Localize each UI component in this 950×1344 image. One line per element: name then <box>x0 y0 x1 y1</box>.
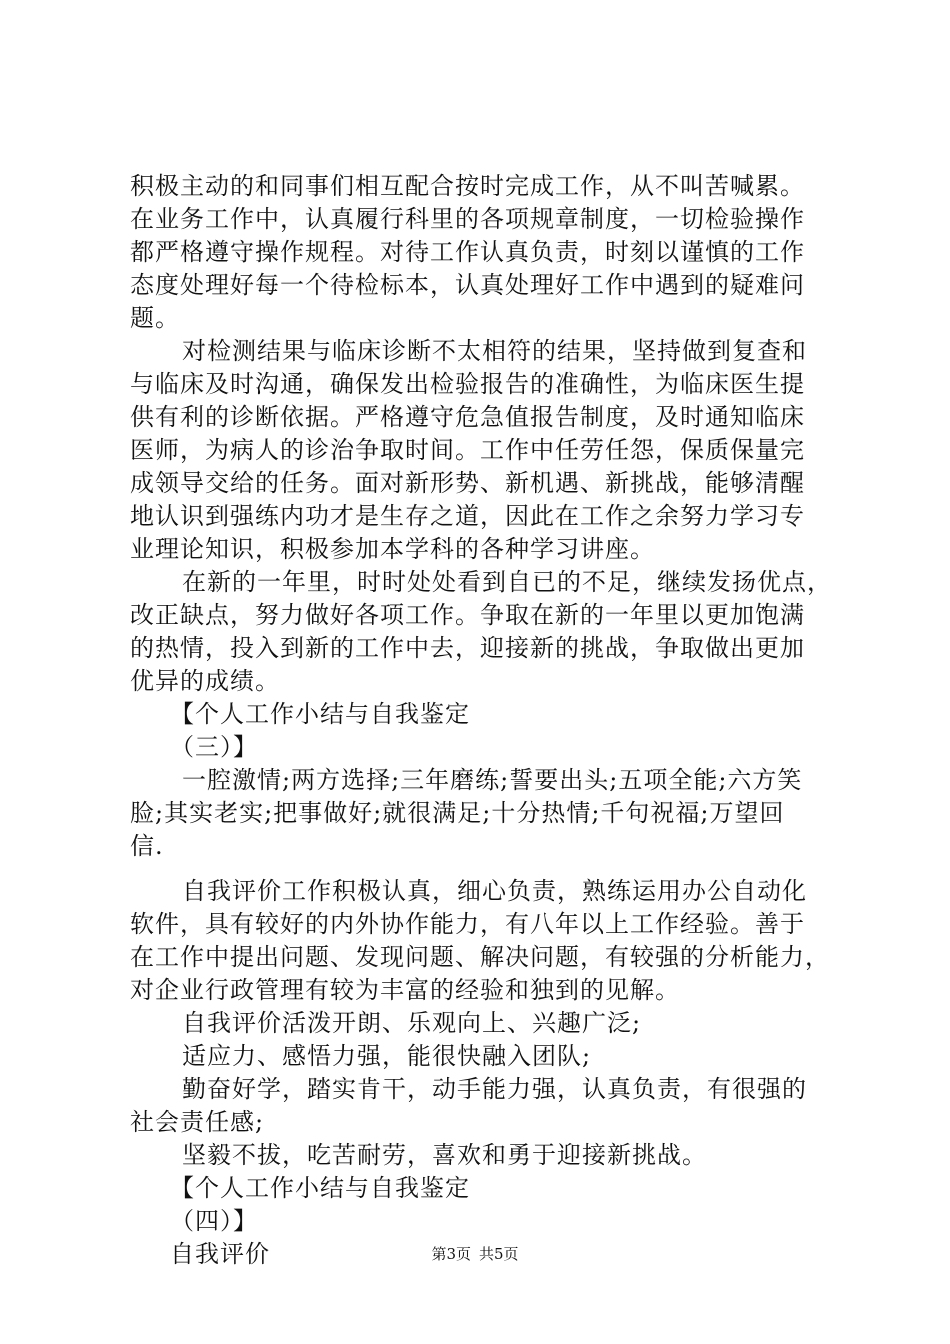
section-heading: 【个人工作小结与自我鉴定 <box>170 1174 470 1202</box>
text-line: 与临床及时沟通，确保发出检验报告的准确性，为临床医生提 <box>130 370 805 398</box>
text-line: 自我评价 <box>170 1240 270 1268</box>
text-line: 在工作中提出问题、发现问题、解决问题，有较强的分析能力， <box>130 943 830 971</box>
page-footer <box>0 1244 950 1264</box>
text-line: 供有利的诊断依据。严格遵守危急值报告制度，及时通知临床 <box>130 403 805 431</box>
page-number: 第3页 <box>431 1245 471 1263</box>
text-line: 勤奋好学，踏实肯干，动手能力强，认真负责，有很强的 <box>182 1075 807 1103</box>
text-line: 社会责任感; <box>130 1108 265 1136</box>
text-line: 业理论知识，积极参加本学科的各种学习讲座。 <box>130 535 655 563</box>
section-heading: 【个人工作小结与自我鉴定 <box>170 700 470 728</box>
page-total: 共5页 <box>479 1245 519 1263</box>
text-line: 积极主动的和同事们相互配合按时完成工作，从不叫苦喊累。 <box>130 172 805 200</box>
text-line: 自我评价工作积极认真，细心负责，熟练运用办公自动化 <box>182 877 807 905</box>
text-line: 对企业行政管理有较为丰富的经验和独到的见解。 <box>130 976 680 1004</box>
text-line: 在业务工作中，认真履行科里的各项规章制度，一切检验操作 <box>130 205 805 233</box>
text-line: 脸;其实老实;把事做好;就很满足;十分热情;千句祝福;万望回 <box>130 799 785 827</box>
text-line: 地认识到强练内功才是生存之道，因此在工作之余努力学习专 <box>130 502 805 530</box>
text-line: 都严格遵守操作规程。对待工作认真负责，时刻以谨慎的工作 <box>130 238 805 266</box>
text-line: 改正缺点，努力做好各项工作。争取在新的一年里以更加饱满 <box>130 601 805 629</box>
text-line: 的热情，投入到新的工作中去，迎接新的挑战，争取做出更加 <box>130 634 805 662</box>
text-line: 软件，具有较好的内外协作能力，有八年以上工作经验。善于 <box>130 910 805 938</box>
document-body <box>130 170 835 1271</box>
text-line: 在新的一年里，时时处处看到自已的不足，继续发扬优点， <box>182 568 832 596</box>
text-line: 题。 <box>130 304 180 332</box>
text-line: 成领导交给的任务。面对新形势、新机遇、新挑战，能够清醒 <box>130 469 805 497</box>
text-line: 一腔激情;两方选择;三年磨练;誓要出头;五项全能;六方笑 <box>182 766 803 794</box>
section-heading: （四）】 <box>170 1207 258 1235</box>
section-heading: （三）】 <box>170 733 258 761</box>
text-line: 适应力、感悟力强，能很快融入团队; <box>182 1042 592 1070</box>
text-line: 态度处理好每一个待检标本，认真处理好工作中遇到的疑难问 <box>130 271 805 299</box>
text-line: 优异的成绩。 <box>130 667 280 695</box>
text-line: 信. <box>130 832 164 860</box>
text-line: 对检测结果与临床诊断不太相符的结果，坚持做到复查和 <box>182 337 807 365</box>
text-line: 医师，为病人的诊治争取时间。工作中任劳任怨，保质保量完 <box>130 436 805 464</box>
text-line: 自我评价活泼开朗、乐观向上、兴趣广泛; <box>182 1009 642 1037</box>
text-line: 坚毅不拔，吃苦耐劳，喜欢和勇于迎接新挑战。 <box>182 1141 707 1169</box>
